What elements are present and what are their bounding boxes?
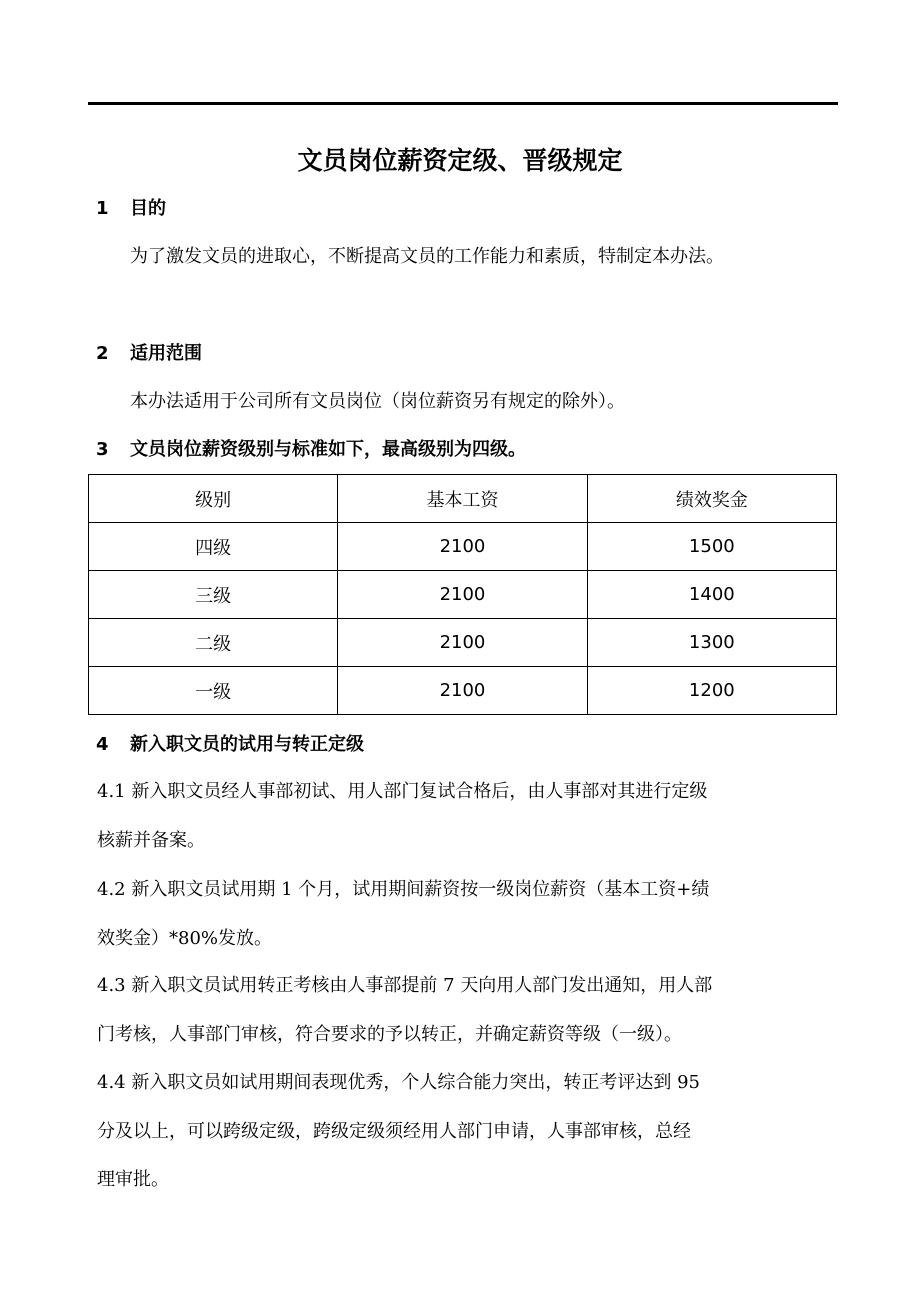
column-header: 级别 (89, 475, 338, 523)
clause-4-2-line-1: 4.2 新入职文员试用期 1 个月，试用期间薪资按一级岗位薪资（基本工资+绩 (97, 879, 710, 900)
clause-4-3-line-1: 4.3 新入职文员试用转正考核由人事部提前 7 天向用人部门发出通知，用人部 (97, 975, 713, 996)
base-salary-cell: 2100 (338, 619, 587, 667)
column-header: 绩效奖金 (587, 475, 836, 523)
bonus-cell: 1500 (587, 523, 836, 571)
clause-4-4-line-1: 4.4 新入职文员如试用期间表现优秀，个人综合能力突出，转正考评达到 95 (97, 1072, 700, 1093)
clause-4-1-line-1: 4.1 新入职文员经人事部初试、用人部门复试合格后，由人事部对其进行定级 (97, 781, 708, 802)
clause-4-4-line-3: 理审批。 (97, 1169, 169, 1190)
bonus-cell: 1200 (587, 667, 836, 715)
bonus-cell: 1300 (587, 619, 836, 667)
document-title: 文员岗位薪资定级、晋级规定 (297, 146, 623, 175)
table-header-row (89, 475, 837, 523)
section-number: 3 (96, 439, 109, 460)
section-4-heading (96, 731, 364, 759)
table-row (89, 523, 837, 571)
base-salary-cell: 2100 (338, 571, 587, 619)
section-number: 2 (96, 343, 109, 364)
clause-4-4-line-2: 分及以上，可以跨级定级，跨级定级须经用人部门申请，人事部审核，总经 (97, 1121, 691, 1142)
table-row (89, 619, 837, 667)
salary-grade-table (88, 474, 837, 715)
section-1-heading (96, 195, 166, 223)
section-title: 文员岗位薪资级别与标准如下，最高级别为四级。 (130, 439, 526, 460)
grade-cell: 四级 (89, 523, 338, 571)
table-row (89, 667, 837, 715)
clause-4-2-line-2: 效奖金）*80%发放。 (97, 928, 273, 949)
bonus-cell: 1400 (587, 571, 836, 619)
grade-cell: 二级 (89, 619, 338, 667)
base-salary-cell: 2100 (338, 523, 587, 571)
table-row (89, 571, 837, 619)
section-3-heading (96, 436, 526, 464)
grade-cell: 三级 (89, 571, 338, 619)
section-title: 适用范围 (130, 343, 202, 364)
clause-4-1-line-2: 核薪并备案。 (97, 830, 205, 851)
section-title: 目的 (130, 198, 166, 219)
clause-4-3-line-2: 门考核，人事部门审核，符合要求的予以转正，并确定薪资等级（一级）。 (97, 1024, 682, 1045)
header-rule (88, 102, 838, 105)
column-header: 基本工资 (338, 475, 587, 523)
section-1-body: 为了激发文员的进取心，不断提高文员的工作能力和素质，特制定本办法。 (130, 246, 724, 267)
section-number: 1 (96, 198, 109, 219)
section-number: 4 (96, 734, 109, 755)
base-salary-cell: 2100 (338, 667, 587, 715)
section-title: 新入职文员的试用与转正定级 (130, 734, 364, 755)
section-2-heading (96, 340, 202, 368)
section-2-body: 本办法适用于公司所有文员岗位（岗位薪资另有规定的除外）。 (130, 391, 625, 412)
grade-cell: 一级 (89, 667, 338, 715)
